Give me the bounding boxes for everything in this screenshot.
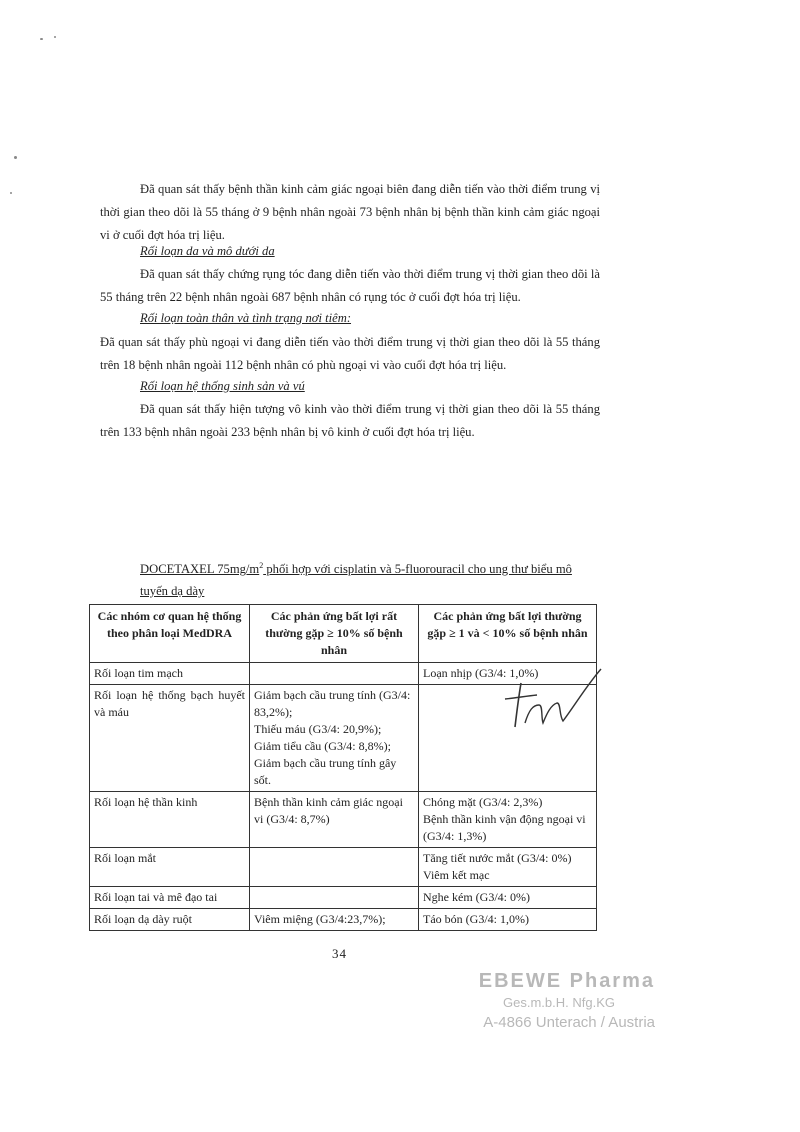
header-very-common: Các phản ứng bất lợi rất thường gặp ≥ 10% số bệnh nhân — [250, 605, 419, 663]
table-row — [90, 792, 597, 848]
row-very-common — [250, 848, 419, 887]
row-soc: Rối loạn hệ thần kinh — [90, 792, 250, 848]
cell-line: Viêm miệng (G3/4:23,7%); — [254, 912, 386, 926]
table-row — [90, 887, 597, 909]
header-common: Các phản ứng bất lợi thường gặp ≥ 1 và < 10% số bệnh nhân — [419, 605, 597, 663]
row-common — [419, 909, 597, 931]
caption-text: phối hợp với cisplatin và 5-fluorouracil cho ung thư biểu mô tuyến dạ dày — [140, 562, 572, 599]
table-caption — [140, 555, 590, 602]
cell-line: Chóng mặt (G3/4: 2,3%) — [423, 795, 543, 809]
stamp-line2: Ges.m.b.H. Nfg.KG — [503, 995, 615, 1010]
paragraph-neuro-sensory: Đã quan sát thấy bệnh thần kinh cảm giác ngoại biên đang diễn tiến vào thời điểm trung vị thời gian theo dõi là 55 tháng ở 9 bệnh nhân ngoài 73 bệnh nhân bị bệnh thần kinh cảm giác ngoại vi ở cuối đợt hóa trị liệu. — [100, 182, 600, 242]
row-common — [419, 848, 597, 887]
table-row — [90, 909, 597, 931]
cell-line: Thiếu máu (G3/4: 20,9%); — [254, 722, 382, 736]
scan-speck — [14, 156, 17, 159]
row-soc: Rối loạn hệ thống bạch huyết và máu — [90, 685, 250, 792]
heading-skin: Rối loạn da và mô dưới da — [140, 244, 275, 258]
row-soc: Rối loạn mắt — [90, 848, 250, 887]
cell-line: Bệnh thần kinh vận động ngoại vi (G3/4: 1,3%) — [423, 812, 586, 843]
header-soc: Các nhóm cơ quan hệ thống theo phân loại MedDRA — [90, 605, 250, 663]
cell-line: Loạn nhịp (G3/4: 1,0%) — [423, 666, 539, 680]
scan-speck — [10, 192, 12, 194]
row-common — [419, 887, 597, 909]
cell-line: Giảm bạch cầu trung tính gây sốt. — [254, 756, 397, 787]
handwritten-signature — [495, 665, 605, 735]
row-common — [419, 792, 597, 848]
row-very-common — [250, 685, 419, 792]
row-very-common — [250, 909, 419, 931]
cell-line: Viêm kết mạc — [423, 868, 490, 882]
row-soc: Rối loạn tim mạch — [90, 663, 250, 685]
row-very-common — [250, 792, 419, 848]
company-stamp — [445, 968, 655, 1034]
caption-drug: DOCETAXEL 75mg/m — [140, 562, 260, 577]
adverse-reactions-table — [89, 604, 597, 931]
cell-line: Giảm bạch cầu trung tính (G3/4: 83,2%); — [254, 688, 411, 719]
paragraph-general: Đã quan sát thấy phù ngoại vi đang diễn tiến vào thời điểm trung vị thời gian theo dõi là 55 tháng trên 18 bệnh nhân ngoài 112 bệnh nhân có phù ngoại vi vào cuối đợt hóa trị liệu. — [100, 335, 600, 372]
table-row — [90, 848, 597, 887]
row-very-common — [250, 663, 419, 685]
heading-reproductive: Rối loạn hệ thống sinh sản và vú — [140, 379, 305, 393]
page-number: 34 — [332, 946, 347, 961]
stamp-address: A-4866 Unterach / Austria — [483, 1014, 655, 1031]
row-soc: Rối loạn tai và mê đạo tai — [90, 887, 250, 909]
scan-speck — [40, 38, 43, 40]
cell-line: Táo bón (G3/4: 1,0%) — [423, 912, 529, 926]
scan-speck — [54, 36, 56, 38]
cell-line: Bệnh thần kinh cảm giác ngoại vi (G3/4: 8,7%) — [254, 795, 403, 826]
paragraph-reproductive: Đã quan sát thấy hiện tượng vô kinh vào thời điểm trung vị thời gian theo dõi là 55 tháng trên 133 bệnh nhân ngoài 233 bệnh nhân bị vô kinh ở cuối đợt hóa trị liệu. — [100, 402, 600, 439]
row-soc: Rối loạn dạ dày ruột — [90, 909, 250, 931]
table-header-row — [90, 605, 597, 663]
stamp-company: EBEWE Pharma — [478, 970, 655, 992]
paragraph-skin: Đã quan sát thấy chứng rụng tóc đang diễn tiến vào thời điểm trung vị thời gian theo dõi là 55 tháng trên 22 bệnh nhân ngoài 687 bệnh nhân có rụng tóc ở cuối đợt hóa trị liệu. — [100, 267, 600, 304]
cell-line: Nghe kém (G3/4: 0%) — [423, 890, 530, 904]
row-very-common — [250, 887, 419, 909]
cell-line: Giảm tiểu cầu (G3/4: 8,8%); — [254, 739, 391, 753]
caption-superscript: 2 — [259, 561, 264, 570]
cell-line: Tăng tiết nước mắt (G3/4: 0%) — [423, 851, 572, 865]
heading-general: Rối loạn toàn thân và tình trạng nơi tiêm: — [140, 311, 352, 325]
